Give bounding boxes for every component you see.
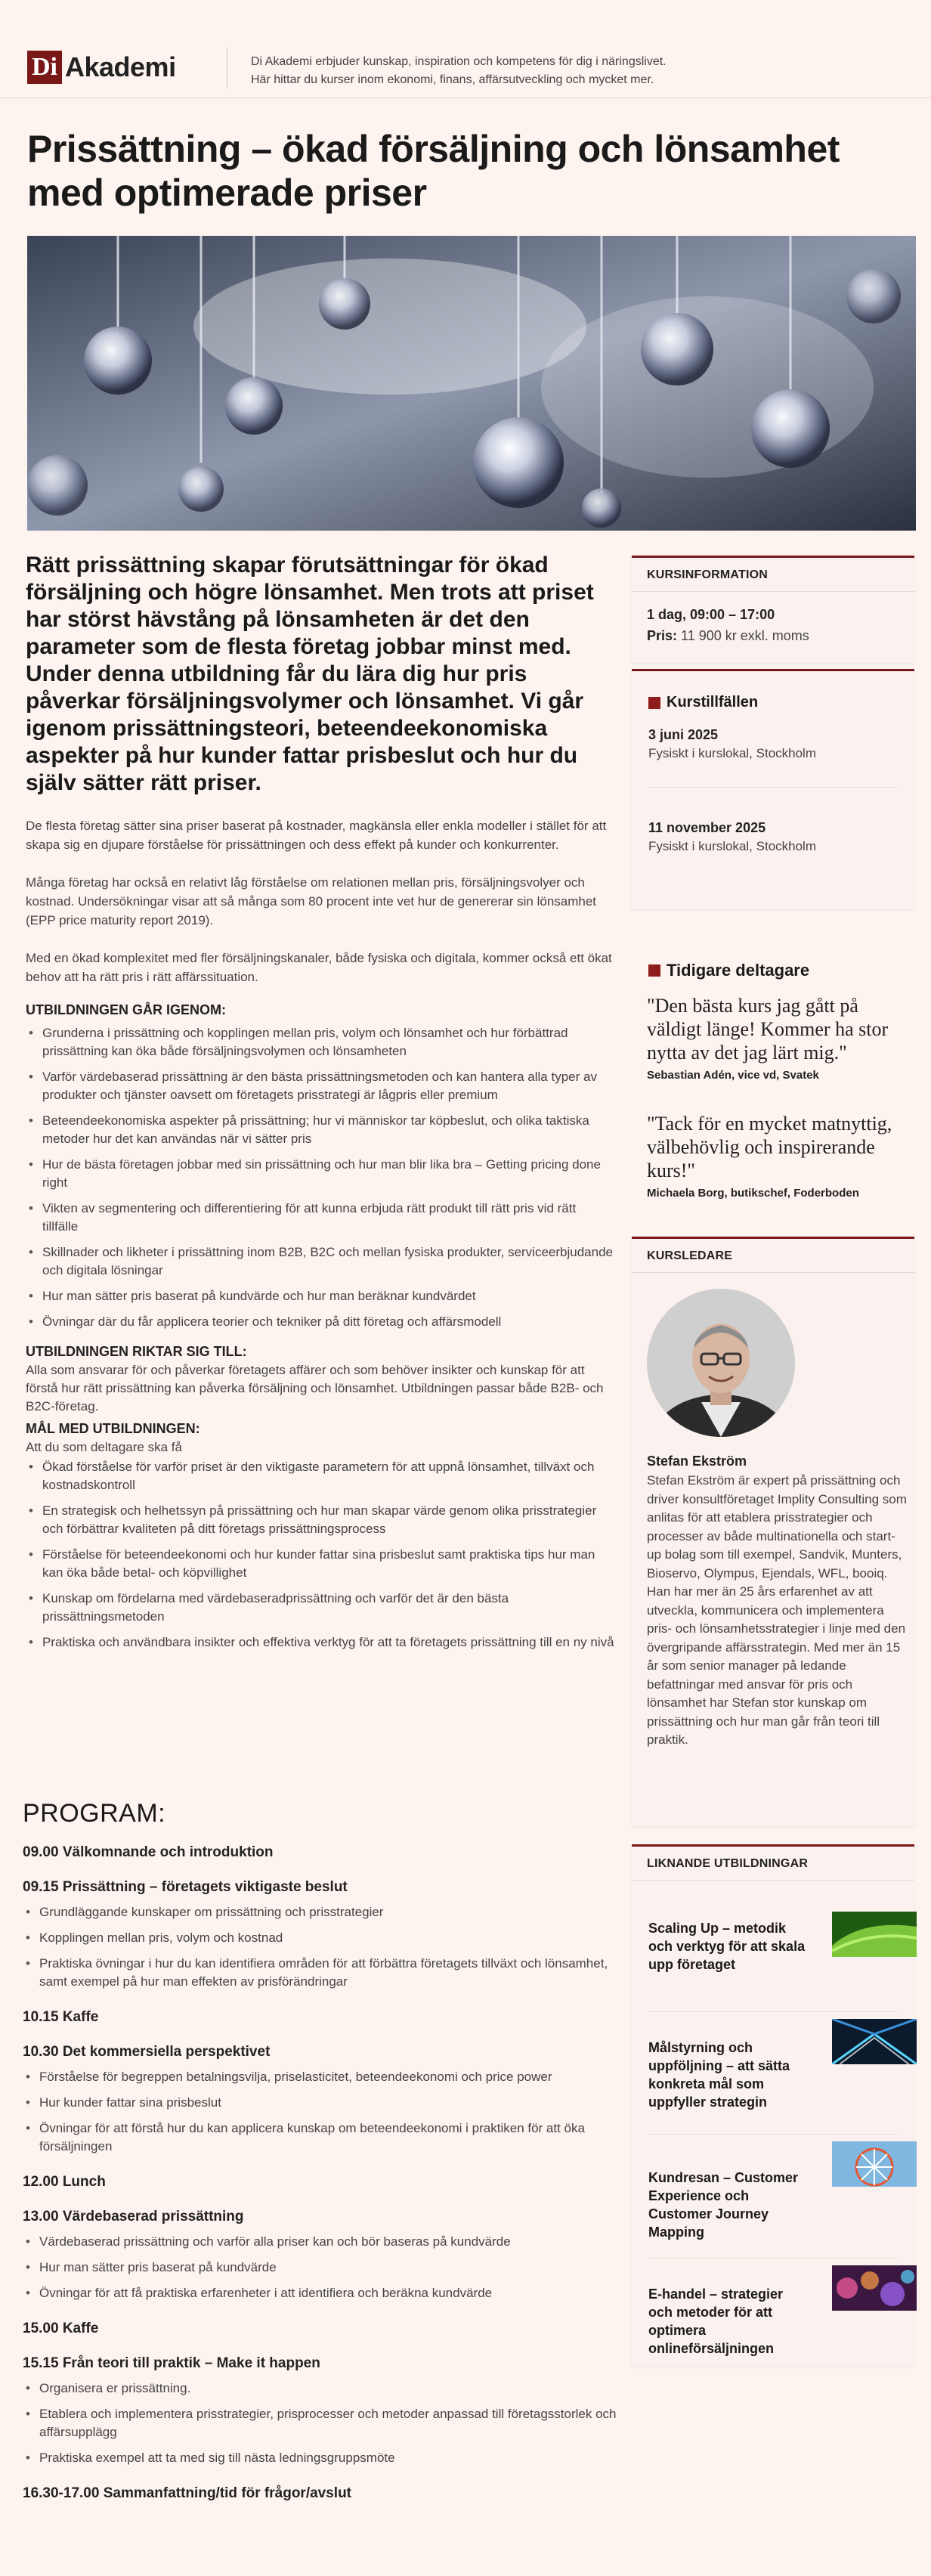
card-label: KURSINFORMATION [632, 558, 914, 592]
list-item: • Värdebaserad prissättning och varför alla priser kan och bör baseras på kundvärde [23, 2233, 620, 2251]
program-block [23, 1878, 620, 1991]
program-list [23, 1903, 620, 1991]
related-course-title[interactable]: E-handel – strategier och metoder för att optimera onlineförsäljningen [648, 2287, 784, 2356]
list-item: • Skillnader och likheter i prissättning inom B2B, B2C och mellan fysiska produkter, serviceerbjudande och digitala lösningar [26, 1243, 615, 1280]
program-block [23, 2042, 620, 2156]
tunnel-lights-icon [832, 2019, 917, 2064]
testimonial-quote: "Tack för en mycket matnyttig, välbehövlig och inspirerande kurs!" [647, 1113, 892, 1181]
list-item: • Organisera er prissättning. [23, 2379, 620, 2398]
course-duration-value: 1 dag, 09:00 – 17:00 [647, 607, 775, 622]
related-course-title[interactable]: Målstyrning och uppföljning – att sätta konkreta mål som uppfyller strategin [648, 2040, 790, 2110]
testimonials-title: Tidigare deltagare [667, 961, 810, 980]
testimonials-heading [632, 949, 914, 994]
course-dates-card [632, 669, 914, 909]
list-item: • Grundläggande kunskaper om prissättning och prisstrategier [23, 1903, 620, 1921]
testimonial-author: Michaela Borg, butikschef, Foderboden [647, 1187, 859, 1200]
course-duration [632, 604, 914, 625]
list-item: • Förståelse för begreppen betalningsvilja, priselasticitet, beteendeekonomi och price power [23, 2068, 620, 2086]
related-course-thumbnail[interactable] [832, 2141, 917, 2187]
related-course-thumbnail[interactable] [832, 2265, 917, 2311]
list-item: • Hur man sätter pris baserat på kundvärde [23, 2259, 620, 2277]
program-slot: 09.15 Prissättning – företagets viktigaste beslut [23, 1879, 348, 1895]
intro-paragraph-3: Med en ökad komplexitet med fler försäljningskanaler, både fysiska och digitala, kommer också ett ökat behov att ha rätt pris i rätt affärssituation. [26, 951, 612, 984]
card-label: LIKNANDE UTBILDNINGAR [632, 1847, 914, 1881]
list-item: • Ökad förståelse för varför priset är den viktigaste parametern för att uppnå lönsamhet, tillväxt och kostnadskontroll [26, 1458, 615, 1494]
avatar [647, 1289, 795, 1437]
course-date: 3 juni 2025 [648, 727, 719, 742]
course-info-card [632, 556, 914, 663]
course-description [26, 552, 615, 1662]
hero-image [27, 236, 916, 531]
mal-list [26, 1458, 615, 1652]
green-wave-icon [832, 1912, 917, 1957]
list-item: • Hur de bästa företagen jobbar med sin prissättning och hur man blir lika bra – Getting pricing done right [26, 1156, 615, 1192]
header-tagline [251, 53, 780, 89]
program-block [23, 2354, 620, 2467]
list-item: • En strategisk och helhetssyn på prissättning och hur man skapar värde genom olika prisstrategier och förbättrar kvaliteten på ditt företags prissättningsprocess [26, 1502, 615, 1538]
course-leader-card [632, 1237, 914, 1826]
course-place: Fysiskt i kurslokal, Stockholm [648, 746, 816, 760]
leader-portrait-icon [647, 1289, 795, 1437]
list-item: • Övningar för att få praktiska erfarenheter i att identifiera och beräkna kundvärde [23, 2284, 620, 2302]
lead-paragraph: Rätt prissättning skapar förutsättningar för ökad försäljning och högre lönsamhet. Men trots att priset har störst hävstång på lönsamheten är det den parameter som de flesta företag jobbar minst med. Under denna utbildning får du lära dig hur pris påverkar försäljningsvolymer och lönsamhet. Vi går igenom prissättningsteori, beteendeekonomiska aspekter på hur kunder fattar prisbeslut och hur du själv sätter rätt priser. [26, 553, 594, 795]
list-item: • Praktiska övningar i hur du kan identifiera områden för att förbättra företagets tillväxt och lönsamhet, samt exempel på hur man effekten av prisförändringar [23, 1955, 620, 1991]
intro-paragraph-1: De flesta företag sätter sina priser baserat på kostnader, magkänsla eller enkla modeller i stället för att skapa sig en djupare förståelse för prissättningen och dess effekt på kunder och konkurrenter. [26, 819, 607, 852]
related-course-item[interactable] [648, 2265, 905, 2364]
ferris-wheel-icon [832, 2141, 917, 2187]
related-course-item[interactable] [648, 2019, 905, 2125]
related-course-title[interactable]: Scaling Up – metodik och verktyg för att skala upp företaget [648, 1921, 806, 1972]
genomgang-list [26, 1024, 615, 1331]
list-item: • Varför värdebaserad prissättning är den bästa prissättningsmetoden och kan hantera alla typer av produkter och tjänster oavsett om företagets prisstrategi är lågpris eller premium [26, 1068, 615, 1104]
tagline-line-1: Di Akademi erbjuder kunskap, inspiration och kompetens för dig i näringslivet. [251, 55, 667, 68]
hero-chandelier-illustration [27, 236, 916, 531]
tagline-line-2: Här hittar du kurser inom ekonomi, finans, affärsutveckling och mycket mer. [251, 73, 654, 86]
course-date-item[interactable] [632, 725, 914, 763]
course-dates-heading [632, 671, 914, 725]
program-slot: 13.00 Värdebaserad prissättning [23, 2209, 244, 2225]
program-slot: 10.15 Kaffe [23, 2009, 99, 2025]
related-course-thumbnail[interactable] [832, 2019, 917, 2064]
list-item: • Beteendeekonomiska aspekter på prissättning; hur vi människor tar köpbeslut, och olika taktiska metoder hur det kan användas när vi sätter pris [26, 1112, 615, 1148]
section-heading-malgrupp: UTBILDNINGEN RIKTAR SIG TILL: [26, 1344, 247, 1359]
course-date-item[interactable] [632, 818, 914, 856]
program-slot: 16.30-17.00 Sammanfattning/tid för frågor/avslut [23, 2485, 352, 2501]
related-course-item[interactable] [648, 2141, 905, 2247]
card-label: KURSLEDARE [632, 1239, 914, 1273]
course-place: Fysiskt i kurslokal, Stockholm [648, 839, 816, 853]
program-list [23, 2379, 620, 2467]
list-item: • Etablera och implementera prisstrategier, prisprocesser och metoder anpassad till företagsstorlek och affärsupplägg [23, 2405, 620, 2441]
divider [648, 2011, 898, 2012]
red-square-icon [648, 697, 660, 709]
leader-bio: Stefan Ekström är expert på prissättning och driver konsultföretaget Implity Consulting som anlitas för att etablera prisstrategier och processer av både multinationella och start-up bolag som till exempel, Sandvik, Munters, Bioservo, Olympus, Ejendals, WFL, booiq. Han har mer än 25 års erfarenhet av att utveckla, kommunicera och implementera pris- och lönsamhetsstrategier i linje med den övergripande affärsstrategin. Med mer än 15 år som senior manager på ledande befattningar med ansvar för pris och lönsamhet har Stefan stor kunskap om prissättning och hur man går från teori till praktik. [647, 1473, 907, 1747]
program-slot: 15.15 Från teori till praktik – Make it happen [23, 2355, 320, 2371]
program-block [23, 2207, 620, 2302]
list-item: • Hur man sätter pris baserat på kundvärde och hur man beräknar kundvärdet [26, 1287, 615, 1305]
di-akademi-logo[interactable] [27, 50, 176, 85]
price-label: Pris: [647, 628, 678, 643]
testimonial-quote: "Den bästa kurs jag gått på väldigt länge! Kommer ha stor nytta av det jag lärt mig." [647, 995, 889, 1064]
red-square-icon [648, 964, 660, 977]
program-slot: 09.00 Välkomnande och introduktion [23, 1844, 274, 1860]
list-item: • Kopplingen mellan pris, volym och kostnad [23, 1929, 620, 1947]
mal-intro: Att du som deltagare ska få [26, 1440, 182, 1454]
list-item: • Praktiska och användbara insikter och effektiva verktyg för att ta företagets prissättning till en ny nivå [26, 1633, 615, 1652]
section-heading-mal: MÅL MED UTBILDNINGEN: [26, 1421, 200, 1436]
program-list [23, 2233, 620, 2302]
program-slot: 15.00 Kaffe [23, 2321, 99, 2336]
course-dates-title: Kurstillfällen [667, 694, 759, 711]
logo-badge: Di [27, 51, 62, 84]
testimonials-card [632, 949, 914, 1236]
program-slot: 10.30 Det kommersiella perspektivet [23, 2044, 271, 2060]
related-course-thumbnail[interactable] [832, 1912, 917, 1957]
related-course-title[interactable]: Kundresan – Customer Experience och Customer Journey Mapping [648, 2170, 799, 2240]
related-courses-card [632, 1844, 914, 2366]
related-course-item[interactable] [648, 1912, 905, 1995]
list-item: • Grunderna i prissättning och kopplingen mellan pris, volym och lönsamhet och hur förbättrad prissättning kan öka både försäljningsvolymen och lönsamheten [26, 1024, 615, 1060]
price-value: 11 900 kr exkl. moms [681, 628, 809, 643]
divider [648, 787, 898, 788]
testimonial-author: Sebastian Adén, vice vd, Svatek [647, 1069, 819, 1082]
list-item: • Hur kunder fattar sina prisbeslut [23, 2094, 620, 2112]
divider [648, 2134, 898, 2135]
list-item: • Förståelse för beteendeekonomi och hur kunder fattar sina prisbeslut samt praktiska tips hur man kan öka både betal- och köpvillighet [26, 1546, 615, 1582]
logo-text: Akademi [65, 51, 176, 82]
page-title: Prissättning – ökad försäljning och lönsamhet med optimerade priser [27, 128, 840, 214]
list-item: • Övningar för att förstå hur du kan applicera kunskap om beteendeekonomi i praktiken för att öka försäljningen [23, 2119, 620, 2156]
program-slot: 12.00 Lunch [23, 2174, 106, 2190]
section-heading-genomgang: UTBILDNINGEN GÅR IGENOM: [26, 1002, 226, 1017]
site-header [0, 0, 931, 98]
list-item: • Kunskap om fördelarna med värdebaseradprissättning och varför det är den bästa prissättningsmetoden [26, 1590, 615, 1626]
list-item: • Vikten av segmentering och differentiering för att kunna erbjuda rätt produkt till rätt pris vid rätt tillfälle [26, 1200, 615, 1236]
course-date: 11 november 2025 [648, 820, 766, 835]
leader-name: Stefan Ekström [647, 1454, 747, 1469]
course-price [632, 625, 914, 646]
program-section [23, 1797, 620, 2519]
divider [648, 2258, 898, 2259]
list-item: • Praktiska exempel att ta med sig till nästa ledningsgruppsmöte [23, 2449, 620, 2467]
bokeh-lights-icon [832, 2265, 917, 2311]
malgrupp-text: Alla som ansvarar för och påverkar företagets affärer och som behöver insikter och kunskap för att förstå hur rätt prissättning kan påverka försäljning och lönsamhet. Utbildningen passar både B2B- och B2C-företag. [26, 1363, 604, 1413]
program-title: PROGRAM: [23, 1799, 166, 1828]
intro-paragraph-2: Många företag har också en relativt låg förståelse om relationen mellan pris, försäljningsvolyer och kostnad. Undersökningar visar att så många som 80 procent inte vet hur de genererar sin lönsamhet (EPP price maturity report 2019). [26, 875, 597, 927]
program-list [23, 2068, 620, 2156]
list-item: • Övningar där du får applicera teorier och tekniker på ditt företag och affärsmodell [26, 1313, 615, 1331]
